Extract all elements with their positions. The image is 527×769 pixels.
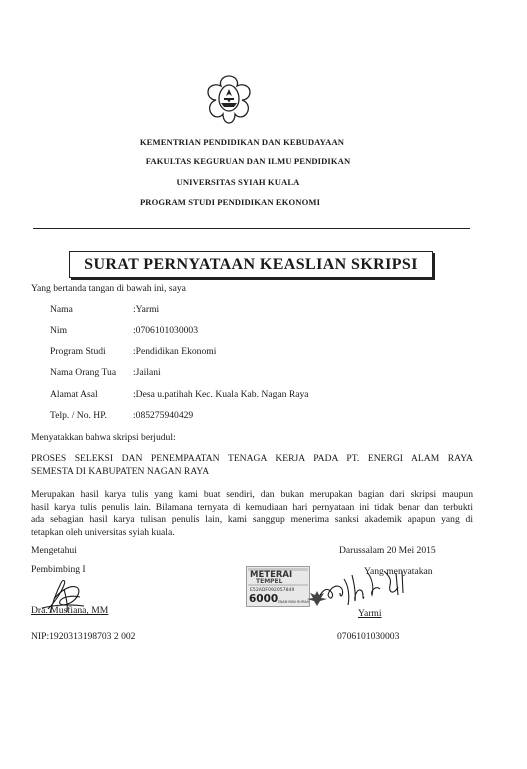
field-value-program: :Pendidikan Ekonomi [133, 346, 217, 357]
header-divider [33, 228, 470, 229]
stamp-line-2: TEMPEL [256, 578, 283, 585]
supervisor-name: Dra. Musfiana, MM [31, 605, 109, 616]
intro-text: Yang bertanda tangan di bawah ini, saya [31, 283, 186, 294]
thesis-title [31, 453, 473, 478]
thesis-title-line-1: PROSES SELEKSI DAN PENEMPAATAN TENAGA KERJA PADA PT. ENERGI ALAM RAYA [31, 453, 473, 464]
declarant-signature [318, 565, 408, 609]
declaration-paragraph [31, 489, 473, 539]
program-heading: PROGRAM STUDI PENDIDIKAN EKONOMI [139, 197, 321, 207]
field-label-name: Nama [50, 304, 73, 315]
field-value-name: :Yarmi [133, 304, 160, 315]
university-heading: UNIVERSITAS SYIAH KUALA [176, 177, 300, 187]
thesis-title-line-2: SEMESTA DI KABUPATEN NAGAN RAYA [31, 465, 210, 477]
field-label-phone: Telp. / No. HP. [50, 410, 107, 421]
declarant-nim: 0706101030003 [337, 631, 400, 642]
declarant-name: Yarmi [358, 608, 382, 619]
field-value-parent: :Jailani [133, 367, 161, 378]
acknowledged-label: Mengetahui [31, 545, 77, 556]
ministry-heading: KEMENTRIAN PENDIDIKAN DAN KEBUDAYAAN [139, 137, 345, 147]
university-emblem-icon [199, 73, 259, 125]
statement-intro: Menyatakkan bahwa skripsi berjudul: [31, 432, 176, 443]
document-title: SURAT PERNYATAAN KEASLIAN SKRIPSI [84, 255, 418, 273]
document-title-box [69, 251, 433, 278]
field-label-nim: Nim [50, 325, 68, 336]
field-value-phone: :085275940429 [133, 410, 194, 421]
place-date: Darussalam 20 Mei 2015 [339, 545, 436, 556]
supervisor-nip: NIP:1920313198703 2 002 [31, 631, 136, 642]
declaration-line-4: tetapkan oleh universitas syiah kuala. [31, 526, 175, 538]
field-value-nim: :0706101030003 [133, 325, 199, 336]
stamp-caption: ENAM RIBU RUPIAH [278, 600, 310, 604]
field-label-parent: Nama Orang Tua [50, 367, 117, 378]
declaration-line-3: ada sebagian hasil karya tulisan penulis lain, kami sanggup menerima sanksi akademik apapun yang di [31, 514, 473, 525]
stamp-serial: E52ADF092057849 [250, 588, 295, 593]
declaration-line-2: hasil karya tulis penulis lain. Bilamana ternyata di kemudiaan hari pernyataan ini tidak benar dan terbukti [31, 501, 473, 513]
stamp-line-1: METERAI [250, 570, 293, 580]
faculty-heading: FAKULTAS KEGURUAN DAN ILMU PENDIDIKAN [145, 156, 351, 166]
stamp-amount: 6000 [249, 593, 279, 605]
field-label-program: Program Studi [50, 346, 106, 357]
revenue-stamp-icon [246, 566, 310, 607]
declarant-role: Yang menyatakan [364, 566, 433, 577]
supervisor-role: Pembimbing I [31, 564, 86, 575]
field-value-address: :Desa u.patihah Kec. Kuala Kab. Nagan Raya [133, 389, 309, 400]
declaration-line-1: Merupakan hasil karya tulis yang kami buat sendiri, dan bukan merupakan bagian dari skripsi maupun [31, 489, 473, 500]
field-label-address: Alamat Asal [50, 389, 98, 400]
